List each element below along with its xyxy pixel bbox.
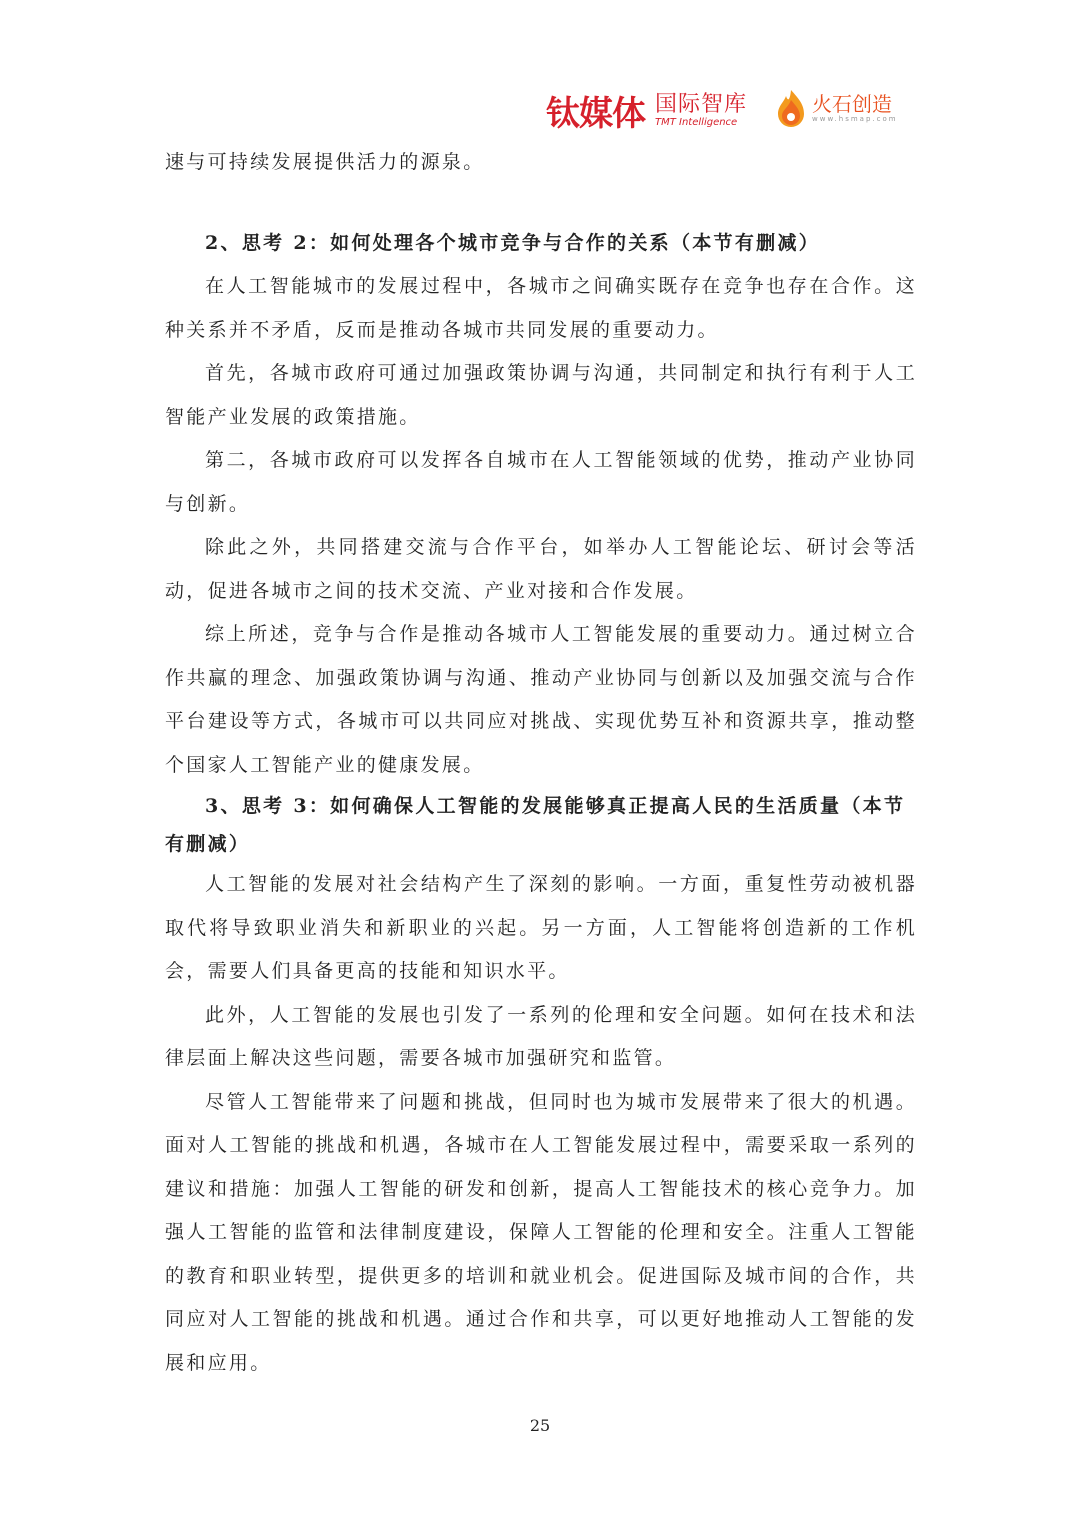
tmt-logo-text: 钛媒体 <box>546 94 645 134</box>
paragraph: 第二，各城市政府可以发挥各自城市在人工智能领域的优势，推动产业协同与创新。 <box>165 449 917 515</box>
paragraph: 在人工智能城市的发展过程中，各城市之间确实既存在竞争也存在合作。这种关系并不矛盾，反而是推动各城市共同发展的重要动力。 <box>165 275 917 341</box>
flame-icon <box>776 88 806 128</box>
hsmap-logo-url: www.hsmap.com <box>812 115 898 123</box>
paragraph: 尽管人工智能带来了问题和挑战，但同时也为城市发展带来了很大的机遇。面对人工智能的挑战和机遇，各城市在人工智能发展过程中，需要采取一系列的建议和措施：加强人工智能的研发和创新，提高人工智能技术的核心竞争力。加强人工智能的监管和法律制度建设，保障人工智能的伦理和安全。注重人工智能的教育和职业转型，提供更多的培训和就业机会。促进国际及城市间的合作，共同应对人工智能的挑战和机遇。通过合作和共享，可以更好地推动人工智能的发展和应用。 <box>165 1090 917 1374</box>
paragraph: 综上所述，竞争与合作是推动各城市人工智能发展的重要动力。通过树立合作共赢的理念、加强政策协调与沟通、推动产业协同与创新以及加强交流与合作平台建设等方式，各城市可以共同应对挑战、实现优势互补和资源共享，推动整个国家人工智能产业的健康发展。 <box>165 623 917 776</box>
page-number: 25 <box>529 1416 551 1435</box>
tmt-logo-sub-en: TMT Intelligence <box>655 116 738 128</box>
section-2-heading: 2、思考 2：如何处理各个城市竞争与合作的关系（本节有删减） <box>205 231 821 254</box>
paragraph: 首先，各城市政府可通过加强政策协调与沟通，共同制定和执行有利于人工智能产业发展的政策措施。 <box>165 362 917 428</box>
tmt-intelligence-logo <box>546 86 747 135</box>
page-content <box>165 141 917 1385</box>
paragraph: 此外，人工智能的发展也引发了一系列的伦理和安全问题。如何在技术和法律层面上解决这些问题，需要各城市加强研究和监管。 <box>165 1003 917 1069</box>
hsmap-logo-text: 火石创造 <box>812 92 892 116</box>
hsmap-logo <box>776 88 898 128</box>
carry-over-text: 速与可持续发展提供活力的源泉。 <box>165 151 485 173</box>
paragraph: 人工智能的发展对社会结构产生了深刻的影响。一方面，重复性劳动被机器取代将导致职业消失和新职业的兴起。另一方面，人工智能将创造新的工作机会，需要人们具备更高的技能和知识水平。 <box>165 873 917 982</box>
section-3-heading: 3、思考 3：如何确保人工智能的发展能够真正提高人民的生活质量（本节有删减） <box>165 795 906 855</box>
paragraph: 除此之外，共同搭建交流与合作平台，如举办人工智能论坛、研讨会等活动，促进各城市之间的技术交流、产业对接和合作发展。 <box>165 536 917 602</box>
tmt-logo-sub-cn: 国际智库 <box>655 91 748 117</box>
